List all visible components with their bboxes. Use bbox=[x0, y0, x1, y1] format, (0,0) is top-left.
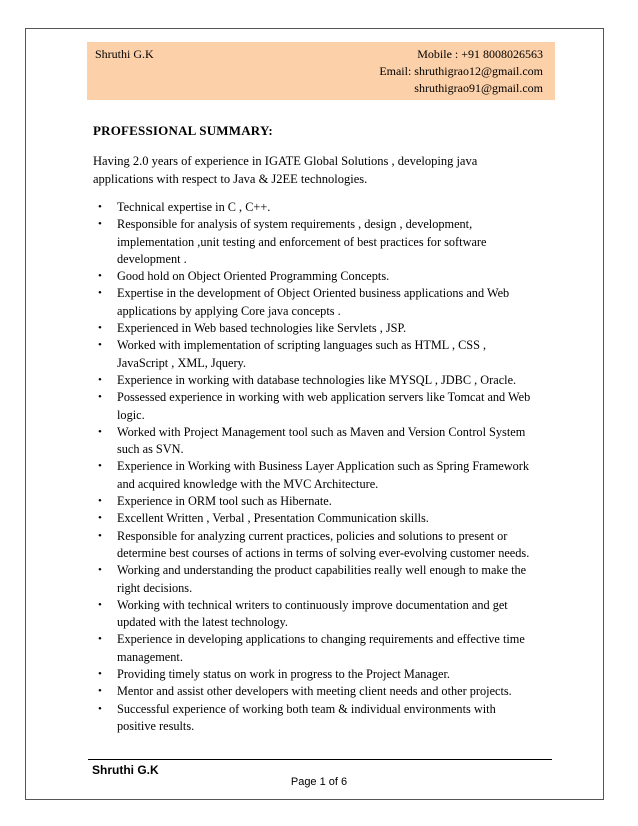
bullet-item bbox=[93, 320, 553, 337]
header-email-secondary: shruthigrao91@gmail.com bbox=[414, 81, 543, 95]
bullet-item bbox=[93, 216, 553, 268]
bullet-dot-icon: • bbox=[98, 495, 102, 508]
bullet-dot-icon: • bbox=[98, 685, 102, 698]
bullet-item bbox=[93, 562, 553, 597]
bullet-line: development . bbox=[117, 251, 187, 266]
summary-paragraph bbox=[93, 152, 533, 188]
bullet-dot-icon: • bbox=[98, 322, 102, 335]
bullet-line: Experience in developing applications to changing requirements and effective time bbox=[117, 632, 525, 647]
contact-header bbox=[87, 42, 555, 100]
bullet-dot-icon: • bbox=[98, 218, 102, 231]
footer-name: Shruthi G.K bbox=[92, 763, 159, 777]
bullet-line: Providing timely status on work in progress to the Project Manager. bbox=[117, 667, 450, 682]
bullet-line: Responsible for analyzing current practices, policies and solutions to present or bbox=[117, 528, 508, 543]
header-name: Shruthi G.K bbox=[95, 47, 154, 61]
bullet-item bbox=[93, 683, 553, 700]
bullet-item bbox=[93, 337, 553, 372]
bullet-item bbox=[93, 389, 553, 424]
bullet-line: Responsible for analysis of system requirements , design , development, bbox=[117, 217, 473, 232]
bullet-line: Good hold on Object Oriented Programming Concepts. bbox=[117, 269, 390, 284]
bullet-line: Working and understanding the product capabilities really well enough to make the bbox=[117, 563, 527, 578]
bullet-line: Worked with Project Management tool such as Maven and Version Control System bbox=[117, 424, 526, 439]
bullet-list bbox=[93, 199, 553, 735]
bullet-dot-icon: • bbox=[98, 391, 102, 404]
bullet-line: Worked with implementation of scripting languages such as HTML , CSS , bbox=[117, 338, 487, 353]
bullet-dot-icon: • bbox=[98, 270, 102, 283]
bullet-line: and acquired knowledge with the MVC Architecture. bbox=[117, 476, 379, 491]
bullet-line: Experience in ORM tool such as Hibernate. bbox=[117, 494, 332, 509]
footer-rule bbox=[88, 759, 552, 760]
bullet-line: Experience in Working with Business Layer Application such as Spring Framework bbox=[117, 459, 530, 474]
bullet-dot-icon: • bbox=[98, 598, 102, 611]
bullet-item bbox=[93, 285, 553, 320]
bullet-dot-icon: • bbox=[98, 512, 102, 525]
bullet-line: implementation ,unit testing and enforcement of best practices for software bbox=[117, 234, 487, 249]
bullet-dot-icon: • bbox=[98, 287, 102, 300]
header-phone: Mobile : +91 8008026563 bbox=[417, 47, 543, 61]
bullet-dot-icon: • bbox=[98, 529, 102, 542]
bullet-dot-icon: • bbox=[98, 373, 102, 386]
summary-line: applications with respect to Java & J2EE technologies. bbox=[93, 172, 368, 186]
bullet-item bbox=[93, 597, 553, 632]
bullet-item bbox=[93, 199, 553, 216]
bullet-item bbox=[93, 510, 553, 527]
section-title: PROFESSIONAL SUMMARY: bbox=[93, 123, 273, 138]
bullet-dot-icon: • bbox=[98, 564, 102, 577]
bullet-dot-icon: • bbox=[98, 425, 102, 438]
bullet-line: logic. bbox=[117, 407, 145, 422]
bullet-item bbox=[93, 458, 553, 493]
bullet-line: Experienced in Web based technologies like Servlets , JSP. bbox=[117, 321, 407, 336]
bullet-dot-icon: • bbox=[98, 201, 102, 213]
bullet-line: applications by applying Core java concepts . bbox=[117, 303, 341, 318]
bullet-dot-icon: • bbox=[98, 339, 102, 352]
bullet-item bbox=[93, 424, 553, 459]
bullet-item bbox=[93, 666, 553, 683]
bullet-line: Possessed experience in working with web application servers like Tomcat and Web bbox=[117, 390, 531, 405]
page-number: Page 1 of 6 bbox=[290, 776, 348, 788]
bullet-item bbox=[93, 528, 553, 563]
header-email: Email: shruthigrao12@gmail.com bbox=[379, 64, 543, 78]
bullet-dot-icon: • bbox=[98, 460, 102, 473]
bullet-line: JavaScript , XML, Jquery. bbox=[117, 355, 246, 370]
bullet-line: Mentor and assist other developers with meeting client needs and other projects. bbox=[117, 684, 512, 699]
summary-line: Having 2.0 years of experience in IGATE Global Solutions , developing java bbox=[93, 154, 478, 168]
bullet-line: right decisions. bbox=[117, 580, 193, 595]
bullet-item bbox=[93, 268, 553, 285]
bullet-item bbox=[93, 372, 553, 389]
bullet-line: determine best courses of actions in terms of solving ever-evolving customer needs. bbox=[117, 545, 530, 560]
bullet-line: updated with the latest technology. bbox=[117, 615, 288, 630]
bullet-line: Expertise in the development of Object Oriented business applications and Web bbox=[117, 286, 510, 301]
bullet-dot-icon: • bbox=[98, 702, 102, 715]
bullet-line: management. bbox=[117, 649, 183, 664]
bullet-dot-icon: • bbox=[98, 668, 102, 681]
bullet-item bbox=[93, 631, 553, 666]
bullet-line: Experience in working with database technologies like MYSQL , JDBC , Oracle. bbox=[117, 372, 517, 387]
bullet-line: Working with technical writers to continuously improve documentation and get bbox=[117, 597, 508, 612]
bullet-item bbox=[93, 493, 553, 510]
bullet-line: Successful experience of working both team & individual environments with bbox=[117, 701, 496, 716]
bullet-line: such as SVN. bbox=[117, 442, 184, 457]
bullet-line: Technical expertise in C , C++. bbox=[117, 200, 271, 214]
bullet-line: positive results. bbox=[117, 718, 195, 733]
bullet-dot-icon: • bbox=[98, 633, 102, 646]
bullet-line: Excellent Written , Verbal , Presentation Communication skills. bbox=[117, 511, 429, 526]
bullet-item bbox=[93, 701, 553, 736]
